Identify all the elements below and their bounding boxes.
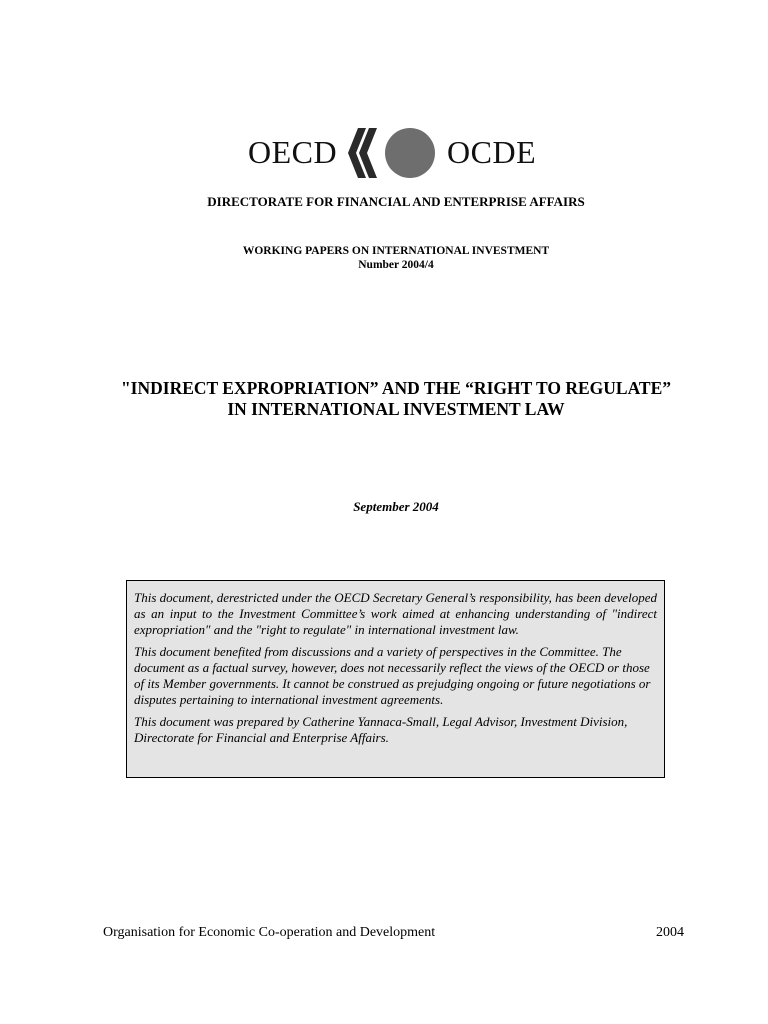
disclaimer-paragraph-3: This document was prepared by Catherine Yannaca-Small, Legal Advisor, Investment Division, Directorate for Financial and Enterprise Affairs. [134,714,628,745]
logo-text-ocde: OCDE [447,134,537,170]
footer-year: 2004 [656,925,684,940]
directorate-heading: DIRECTORATE FOR FINANCIAL AND ENTERPRISE AFFAIRS [207,194,585,209]
document-title-line-2: IN INTERNATIONAL INVESTMENT LAW [227,399,565,419]
document-title-line-1: "INDIRECT EXPROPRIATION” AND THE “RIGHT TO REGULATE” [120,378,672,398]
logo-text-oecd: OECD [248,134,338,170]
paper-number: Number 2004/4 [358,259,434,271]
series-title: WORKING PAPERS ON INTERNATIONAL INVESTMENT [242,245,550,257]
disclaimer-paragraph-2: This document benefited from discussions and a variety of perspectives in the Committee. The document as a factual survey, however, does not necessarily reflect the views of the OECD or those of its Member governments. It cannot be construed as prejudging ongoing or future negotiations or disputes pertaining to international investment agreements. [134,644,651,707]
publication-date: September 2004 [353,499,439,514]
footer-organisation: Organisation for Economic Co-operation and Development [103,925,436,940]
oecd-mark-icon [346,124,442,182]
document-title [12,378,768,420]
disclaimer-box [126,580,665,778]
disclaimer-paragraph-1: This document, derestricted under the OECD Secretary General’s responsibility, has been developed as an input to the Investment Committee’s work aimed at enhancing understanding of "indirect expropriation" and the "right to regulate" in international investment law. [134,590,657,637]
oecd-logo [248,124,548,182]
